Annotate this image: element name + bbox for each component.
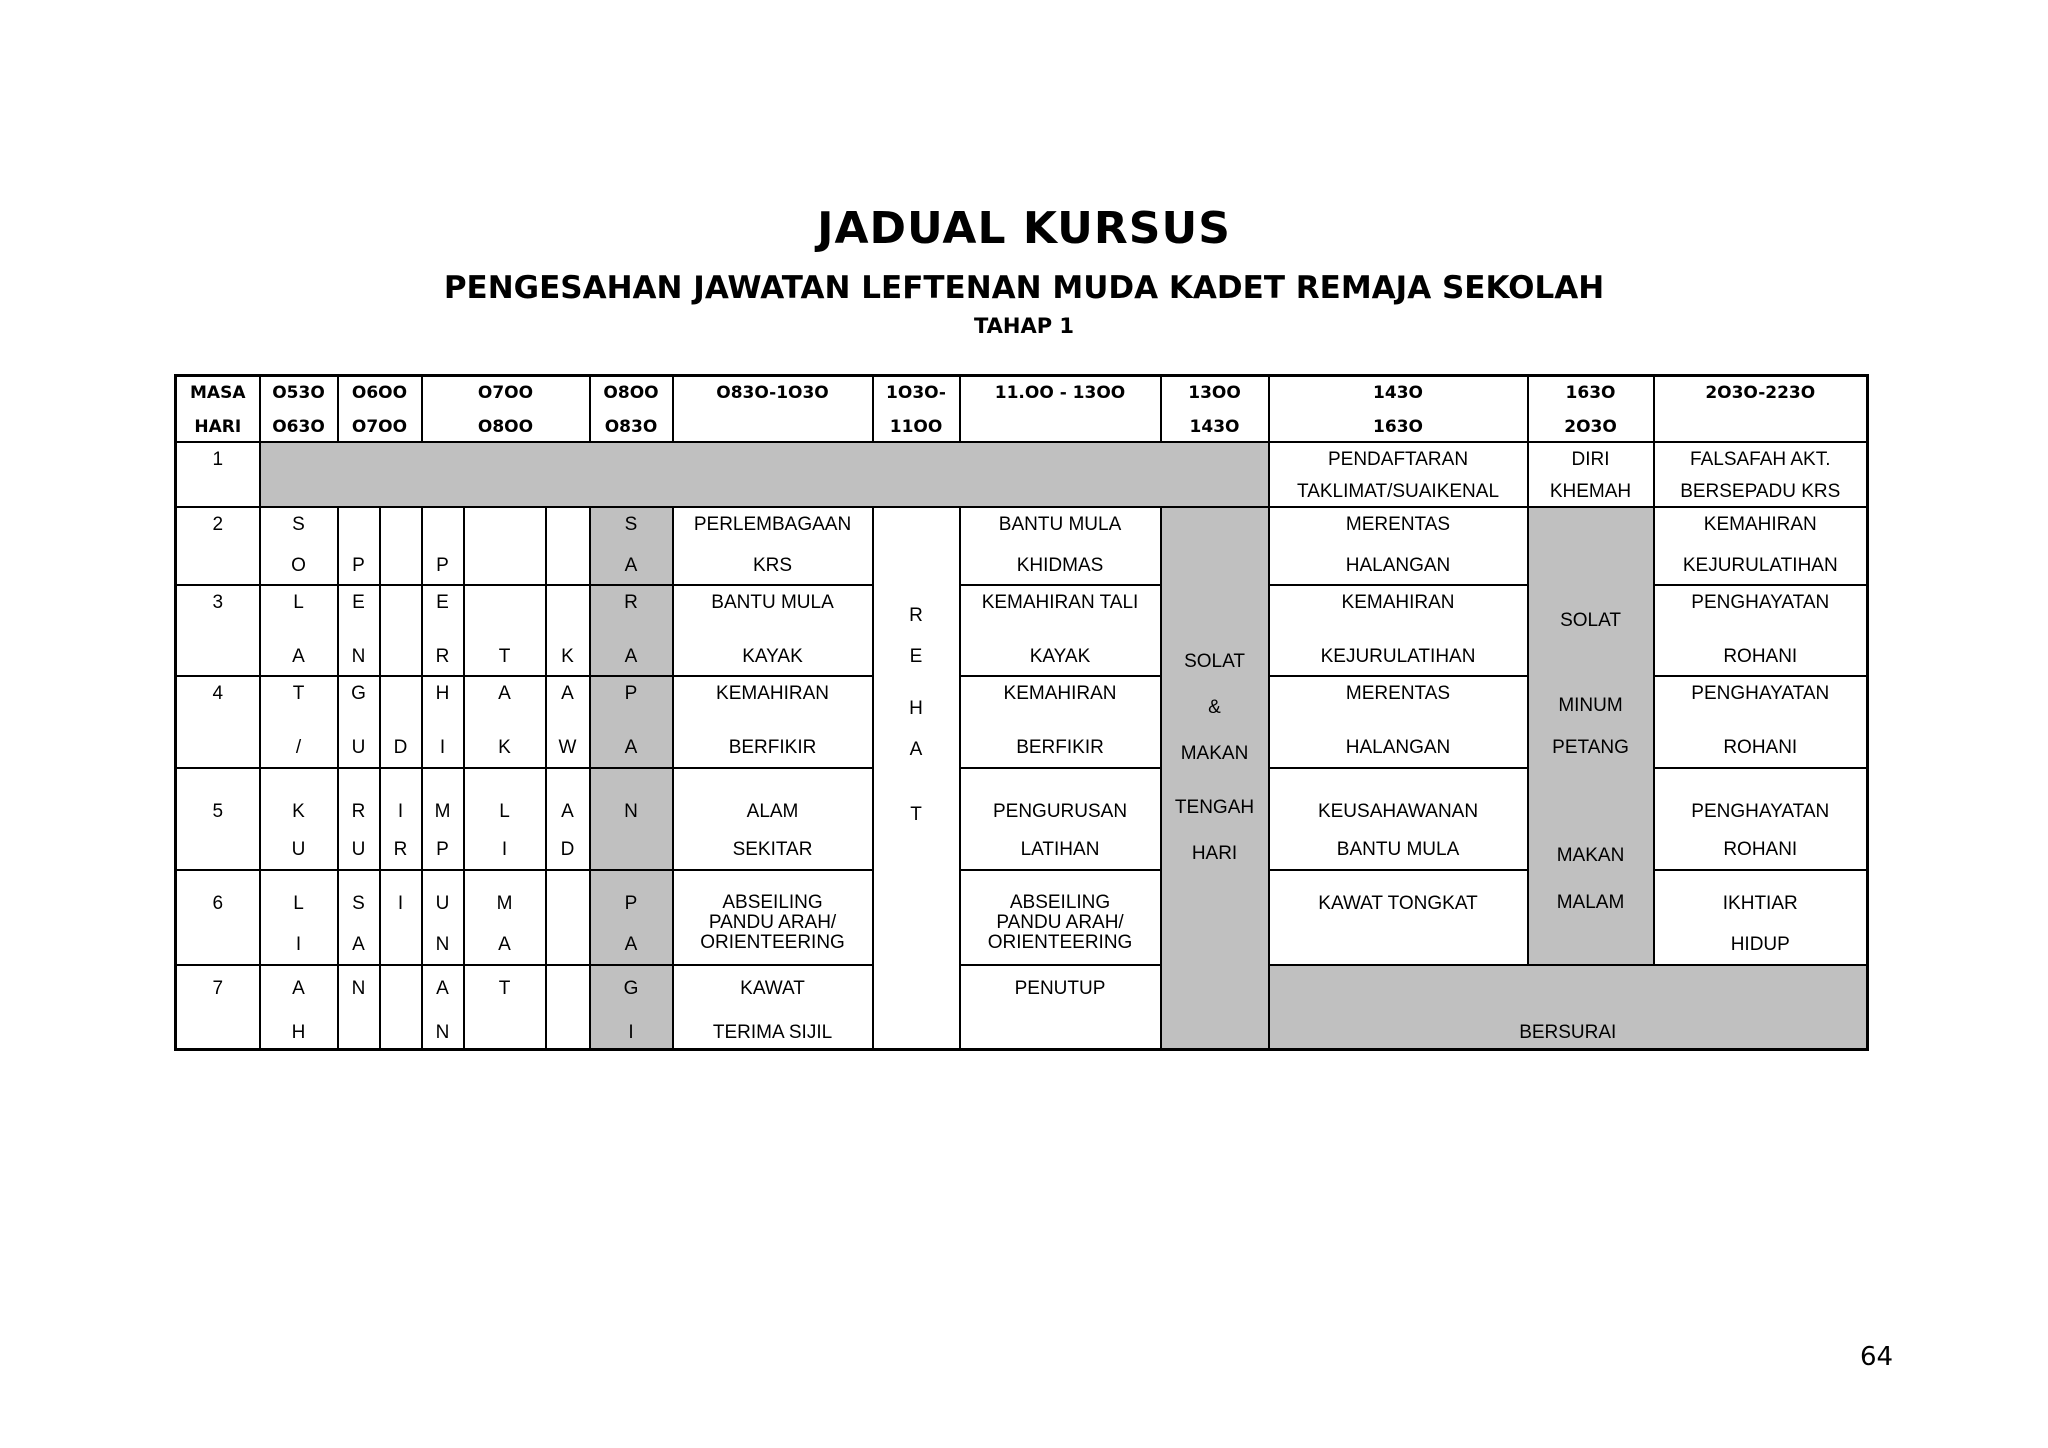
- header-0830: O83O-1O3O: [673, 376, 873, 442]
- vertical-letter-cell: A D: [546, 768, 590, 870]
- vertical-letter-cell: [546, 965, 590, 1050]
- header-0800: O8OO O83O: [590, 376, 673, 442]
- vertical-letter-cell: H I: [422, 676, 464, 768]
- vertical-letter-cell: U N: [422, 870, 464, 965]
- vertical-letter-cell: K: [546, 585, 590, 677]
- vertical-letter-cell: [546, 870, 590, 965]
- activity-cell: MERENTAS HALANGAN: [1269, 507, 1528, 585]
- header-0700: O7OO O8OO: [422, 376, 590, 442]
- activity-cell: KEMAHIRAN BERFIKIR: [673, 676, 873, 768]
- bersurai-cell: BERSURAI: [1269, 965, 1868, 1050]
- vertical-letter-cell: A K: [464, 676, 546, 768]
- vertical-letter-cell: D: [380, 676, 422, 768]
- activity-cell: KEUSAHAWANAN BANTU MULA: [1269, 768, 1528, 870]
- vertical-letter-cell: M P: [422, 768, 464, 870]
- header-1100: 11.OO - 13OO: [960, 376, 1161, 442]
- day-cell: 4: [176, 676, 260, 768]
- vertical-letter-cell: E N: [338, 585, 380, 677]
- table-row: [176, 507, 1868, 585]
- table-row: [176, 442, 1868, 508]
- vertical-letter-cell: I R: [380, 768, 422, 870]
- header-0530: O53O O63O: [260, 376, 338, 442]
- day1-2030: FALSAFAH AKT. BERSEPADU KRS: [1654, 442, 1868, 508]
- vertical-letter-cell: I: [380, 870, 422, 965]
- vertical-letter-cell: A W: [546, 676, 590, 768]
- activity-cell: BANTU MULA KAYAK: [673, 585, 873, 677]
- vertical-letter-cell: K U: [260, 768, 338, 870]
- activity-cell: KEMAHIRAN KEJURULATIHAN: [1654, 507, 1868, 585]
- shaded-block: [260, 442, 1269, 508]
- vertical-letter-cell: L A: [260, 585, 338, 677]
- day-cell: 3: [176, 585, 260, 677]
- vertical-letter-cell: [380, 507, 422, 585]
- vertical-letter-cell: R A: [590, 585, 673, 677]
- vertical-letter-cell: [380, 585, 422, 677]
- page-title: JADUAL KURSUS: [817, 203, 1231, 254]
- header-1430: 143O 163O: [1269, 376, 1528, 442]
- page-subtitle: PENGESAHAN JAWATAN LEFTENAN MUDA KADET REMAJA SEKOLAH: [443, 270, 1605, 306]
- vertical-letter-cell: P: [422, 507, 464, 585]
- header-row: [176, 376, 1868, 442]
- vertical-letter-cell: S O: [260, 507, 338, 585]
- vertical-letter-cell: [546, 507, 590, 585]
- header-1030: 1O3O- 11OO: [873, 376, 960, 442]
- activity-cell: KEMAHIRAN BERFIKIR: [960, 676, 1161, 768]
- activity-cell: PENGHAYATAN ROHANI: [1654, 585, 1868, 677]
- vertical-letter-cell: P A: [590, 676, 673, 768]
- activity-cell: PENUTUP: [960, 965, 1161, 1050]
- vertical-letter-cell: L I: [260, 870, 338, 965]
- vertical-letter-cell: G U: [338, 676, 380, 768]
- vertical-letter-cell: R U: [338, 768, 380, 870]
- vertical-letter-cell: E R: [422, 585, 464, 677]
- page-level: TAHAP 1: [973, 314, 1075, 338]
- day1-1430: PENDAFTARAN TAKLIMAT/SUAIKENAL: [1269, 442, 1528, 508]
- activity-cell: KEMAHIRAN KEJURULATIHAN: [1269, 585, 1528, 677]
- vertical-letter-cell: A N: [422, 965, 464, 1050]
- vertical-letter-cell: G I: [590, 965, 673, 1050]
- activity-cell: KEMAHIRAN TALI KAYAK: [960, 585, 1161, 677]
- vertical-letter-cell: A H: [260, 965, 338, 1050]
- activity-cell: PERLEMBAGAAN KRS: [673, 507, 873, 585]
- day-cell: 1: [176, 442, 260, 508]
- activity-cell: KAWAT TONGKAT: [1269, 870, 1528, 965]
- vertical-letter-cell: T: [464, 585, 546, 677]
- activity-cell: MERENTAS HALANGAN: [1269, 676, 1528, 768]
- header-2030: 2O3O-223O: [1654, 376, 1868, 442]
- day-cell: 5: [176, 768, 260, 870]
- activity-cell: ABSEILING PANDU ARAH/ ORIENTEERING: [673, 870, 873, 965]
- activity-cell: KAWAT TERIMA SIJIL: [673, 965, 873, 1050]
- header-0600: O6OO O7OO: [338, 376, 422, 442]
- header-masa-hari: MASA HARI: [176, 376, 260, 442]
- day1-1630: DIRI KHEMAH: [1528, 442, 1654, 508]
- activity-cell: PENGHAYATAN ROHANI: [1654, 676, 1868, 768]
- activity-cell: PENGHAYATAN ROHANI: [1654, 768, 1868, 870]
- vertical-letter-cell: L I: [464, 768, 546, 870]
- vertical-letter-cell: [380, 965, 422, 1050]
- vertical-letter-cell: S A: [590, 507, 673, 585]
- vertical-letter-cell: P: [338, 507, 380, 585]
- rehat-column: R E H A T: [873, 507, 960, 1049]
- day-cell: 6: [176, 870, 260, 965]
- course-schedule-table: [174, 374, 1869, 1051]
- activity-cell: BANTU MULA KHIDMAS: [960, 507, 1161, 585]
- vertical-letter-cell: N: [590, 768, 673, 870]
- day-cell: 2: [176, 507, 260, 585]
- lunch-column: SOLAT & MAKAN TENGAH HARI: [1161, 507, 1269, 1049]
- header-1300: 13OO 143O: [1161, 376, 1269, 442]
- activity-cell: IKHTIAR HIDUP: [1654, 870, 1868, 965]
- day-cell: 7: [176, 965, 260, 1050]
- activity-cell: PENGURUSAN LATIHAN: [960, 768, 1161, 870]
- activity-cell: ABSEILING PANDU ARAH/ ORIENTEERING: [960, 870, 1161, 965]
- table-row: [176, 965, 1868, 1050]
- vertical-letter-cell: T /: [260, 676, 338, 768]
- evening-column: SOLAT MINUM PETANG MAKAN MALAM: [1528, 507, 1654, 965]
- vertical-letter-cell: [464, 507, 546, 585]
- header-1630: 163O 2O3O: [1528, 376, 1654, 442]
- vertical-letter-cell: M A: [464, 870, 546, 965]
- page-number: 64: [1860, 1342, 1894, 1372]
- activity-cell: ALAM SEKITAR: [673, 768, 873, 870]
- vertical-letter-cell: S A: [338, 870, 380, 965]
- vertical-letter-cell: T: [464, 965, 546, 1050]
- vertical-letter-cell: P A: [590, 870, 673, 965]
- vertical-letter-cell: N: [338, 965, 380, 1050]
